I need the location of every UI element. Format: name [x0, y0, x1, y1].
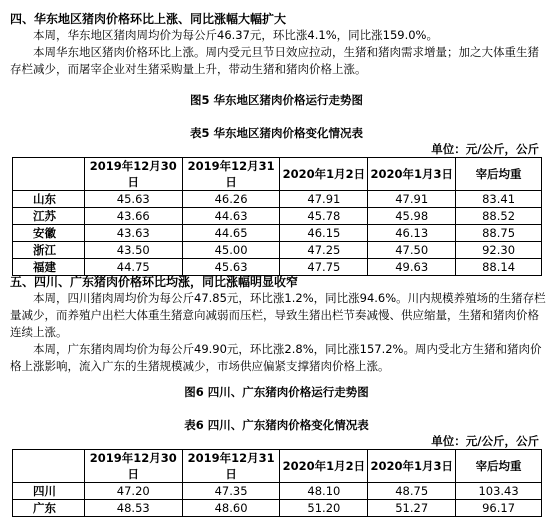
price-cell: 46.13 [368, 225, 456, 242]
section4-heading: 四、华东地区猪肉价格环比上涨、同比涨幅大幅扩大 [10, 12, 287, 26]
price-cell: 48.60 [182, 500, 280, 517]
section4-paragraph-1: 本周，华东地区猪肉周均价为每公斤46.37元，环比涨4.1%，同比涨159.0%。 [33, 28, 438, 42]
price-cell: 48.75 [368, 483, 456, 500]
weight-cell: 88.14 [456, 259, 542, 276]
weight-cell: 103.43 [456, 483, 542, 500]
weight-cell: 88.75 [456, 225, 542, 242]
figure5-caption: 图5 华东地区猪肉价格运行走势图 [189, 93, 363, 107]
table-row [13, 208, 542, 225]
table6-unit: 单位：元/公斤，公斤 [431, 434, 539, 448]
price-cell: 43.50 [84, 242, 182, 259]
table-header-cell: 2020年1月3日 [368, 450, 456, 483]
price-cell: 46.26 [182, 191, 280, 208]
table6 [12, 449, 542, 517]
table-header-cell: 2019年12月31日 [182, 158, 280, 191]
table-header-cell: 2019年12月31日 [182, 450, 280, 483]
region-name: 安徽 [13, 225, 85, 242]
price-cell: 45.00 [182, 242, 280, 259]
weight-cell: 88.52 [456, 208, 542, 225]
table-header-cell: 2020年1月3日 [368, 158, 456, 191]
region-name: 福建 [13, 259, 85, 276]
table-header-cell: 2019年12月30日 [84, 158, 182, 191]
price-cell: 43.63 [84, 225, 182, 242]
price-cell: 46.15 [280, 225, 368, 242]
price-cell: 43.66 [84, 208, 182, 225]
price-cell: 48.53 [84, 500, 182, 517]
table-row [13, 191, 542, 208]
price-cell: 44.63 [182, 208, 280, 225]
table-header-row [13, 450, 542, 483]
section5-heading: 五、四川、广东猪肉价格环比均涨，同比涨幅明显收窄 [10, 275, 299, 289]
price-cell: 45.63 [84, 191, 182, 208]
table-header-cell [13, 450, 85, 483]
price-cell: 44.65 [182, 225, 280, 242]
region-name: 江苏 [13, 208, 85, 225]
price-cell: 44.75 [84, 259, 182, 276]
table-header-cell [13, 158, 85, 191]
table-row [13, 483, 542, 500]
table6-caption: 表6 四川、广东猪肉价格变化情况表 [184, 418, 369, 432]
price-cell: 47.50 [368, 242, 456, 259]
weight-cell: 92.30 [456, 242, 542, 259]
table5-unit: 单位：元/公斤，公斤 [431, 142, 539, 156]
table-header-cell: 2020年1月2日 [280, 158, 368, 191]
price-cell: 47.20 [84, 483, 182, 500]
table-row [13, 225, 542, 242]
table5 [12, 157, 542, 276]
price-cell: 47.75 [280, 259, 368, 276]
table-header-cell: 2020年1月2日 [280, 450, 368, 483]
region-name: 广东 [13, 500, 85, 517]
table-row [13, 500, 542, 517]
price-cell: 45.63 [182, 259, 280, 276]
region-name: 四川 [13, 483, 85, 500]
price-cell: 47.91 [368, 191, 456, 208]
weight-cell: 83.41 [456, 191, 542, 208]
price-cell: 51.20 [280, 500, 368, 517]
price-cell: 47.35 [182, 483, 280, 500]
section4-paragraph-2: 本周华东地区猪肉价格环比上涨。周内受元旦节日效应拉动，生猪和猪肉需求增量；加之大体重生猪存栏减少，而屠宰企业对生猪采购量上升，带动生猪和猪肉价格上涨。 [10, 45, 539, 76]
price-cell: 49.63 [368, 259, 456, 276]
section5-paragraph-2: 本周，广东猪肉周均价为每公斤49.90元，环比涨2.8%，同比涨157.2%。周内受北方生猪和猪肉价格上涨影响，流入广东的生猪规模减少，市场供应偏紧支撑猪肉价格上涨。 [10, 342, 542, 373]
figure6-caption: 图6 四川、广东猪肉价格运行走势图 [184, 385, 369, 399]
table-row [13, 242, 542, 259]
price-cell: 47.91 [280, 191, 368, 208]
region-name: 山东 [13, 191, 85, 208]
price-cell: 45.98 [368, 208, 456, 225]
section5-paragraph-1: 本周，四川猪肉周均价为每公斤47.85元，环比涨1.2%，同比涨94.6%。川内规模养殖场的生猪存栏量减少，而养殖户出栏大体重生猪意向减弱而压栏，导致生猪出栏节奏减慢、供应缩量，生猪和猪肉价格连续上涨。 [10, 291, 546, 339]
region-name: 浙江 [13, 242, 85, 259]
weight-cell: 96.17 [456, 500, 542, 517]
table-header-cell: 2019年12月30日 [84, 450, 182, 483]
table-header-cell: 宰后均重 [456, 158, 542, 191]
price-cell: 45.78 [280, 208, 368, 225]
table-header-cell: 宰后均重 [456, 450, 542, 483]
price-cell: 48.10 [280, 483, 368, 500]
table-header-row [13, 158, 542, 191]
price-cell: 47.25 [280, 242, 368, 259]
table5-caption: 表5 华东地区猪肉价格变化情况表 [189, 126, 363, 140]
price-cell: 51.27 [368, 500, 456, 517]
